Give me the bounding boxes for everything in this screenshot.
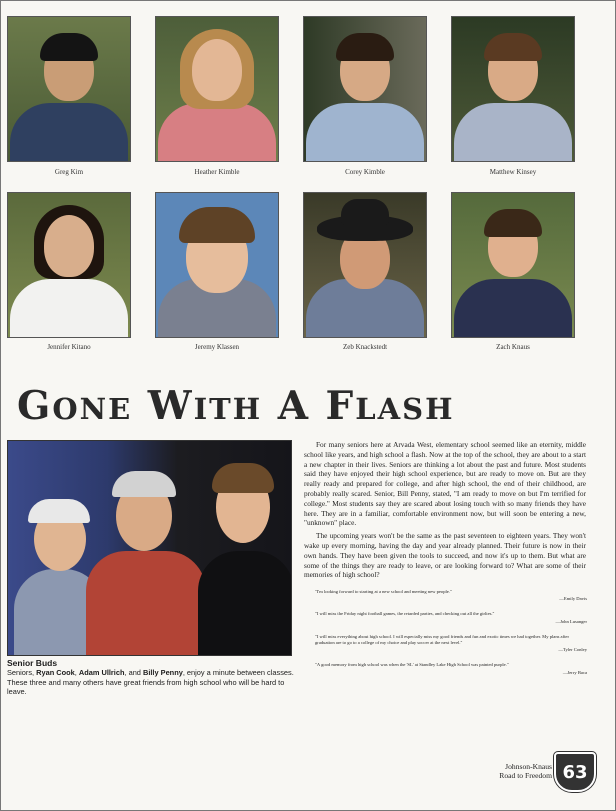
cap-icon bbox=[112, 471, 176, 497]
headline-initial: F bbox=[325, 383, 356, 429]
portrait-photo bbox=[451, 192, 575, 338]
article-body bbox=[304, 440, 586, 580]
quote-item bbox=[315, 589, 587, 602]
page-footer bbox=[486, 762, 552, 780]
portrait-photo bbox=[303, 16, 427, 162]
caption-name: Ryan Cook bbox=[36, 668, 75, 677]
portrait-head bbox=[192, 39, 242, 101]
caption-text: Seniors, bbox=[7, 668, 37, 677]
portrait-body bbox=[158, 103, 276, 162]
quote-item bbox=[315, 611, 587, 624]
portrait-photo bbox=[155, 16, 279, 162]
portrait-body bbox=[454, 103, 572, 162]
headline-initial: W bbox=[147, 383, 194, 429]
portrait-caption: Greg Kim bbox=[54, 168, 84, 176]
portrait-hair bbox=[484, 209, 542, 237]
footer-line: Road to Freedom bbox=[499, 771, 552, 780]
page-headline bbox=[17, 383, 607, 429]
caption-text: , and bbox=[124, 668, 143, 677]
quote-item bbox=[315, 662, 587, 675]
quote-text: "I'm looking forward to starting at a new school and meeting new people." bbox=[315, 589, 452, 594]
footer-line: Johnson-Knaus bbox=[505, 762, 552, 771]
cap-icon bbox=[28, 499, 90, 523]
quotes-list bbox=[315, 589, 587, 685]
headline-initial: G bbox=[17, 383, 53, 429]
portrait-hair bbox=[484, 33, 542, 61]
portrait-head bbox=[44, 215, 94, 277]
portrait-photo bbox=[7, 192, 131, 338]
portrait-caption: Matthew Kinsey bbox=[489, 168, 537, 176]
portrait-caption: Zach Knaus bbox=[496, 343, 530, 351]
portrait-photo bbox=[451, 16, 575, 162]
portrait-caption: Jennifer Kitano bbox=[47, 343, 91, 351]
headline-word: ITH bbox=[193, 392, 263, 426]
portrait-hair bbox=[40, 33, 98, 61]
quote-text: "A good memory from high school was when the 'SL' at Standley Lake High School was painted purple." bbox=[315, 662, 509, 668]
article-paragraph: For many seniors here at Arvada West, elementary school seemed like an eternity, middle school like years, and high school a flash. Now at the top of the school, they are about to a start a new chapter in their lives. Seniors are thinking a lot about the past and future. Most students said they have enjoyed their high school experience, but are ready to move on. But are they really ready and prepared for college, and after high school, the end of their childhood, are probably really scared. Senior, Bill Penny, stated, "I am ready to move on but I'm terrified for college." Most students say they are scared about losing touch with so many friends they have here. They are in a familiar, comfortable environment now, but will soon be entering a new, "unknown" place. bbox=[304, 440, 586, 528]
article-paragraph: The upcoming years won't be the same as the past seventeen to eighteen years. They won't wake up every morning, having the day and year already planned. Their future is now in their own hands. They have been given the tools to succeed, and now it's up to them. But what are some of the things they are ready to leave, or are looking forward to? What are some of their memories of high school? bbox=[304, 531, 586, 580]
portrait-body bbox=[454, 279, 572, 338]
person-hair bbox=[212, 463, 274, 493]
portrait-caption: Corey Kimble bbox=[345, 168, 385, 176]
caption-name: Adam Ullrich bbox=[78, 668, 125, 677]
photo-caption-title: Senior Buds bbox=[7, 658, 58, 668]
caption-text: , enjoy a minute between classes. These three and many others have great friends from high school who will be hard to leave. bbox=[7, 668, 294, 697]
portrait-caption: Zeb Knackstedt bbox=[342, 343, 388, 351]
portrait-photo bbox=[155, 192, 279, 338]
headline-initial: A bbox=[277, 383, 310, 429]
caption-name: Billy Penny bbox=[142, 668, 183, 677]
quote-author: —John Lusanger bbox=[555, 618, 587, 624]
page-number-shield-icon: 63 bbox=[554, 752, 596, 792]
quote-author: —Tyler Conley bbox=[558, 647, 587, 653]
headline-word: ONE bbox=[52, 392, 133, 426]
caption-text: , bbox=[74, 668, 79, 677]
portrait-caption: Heather Kimble bbox=[194, 168, 240, 176]
portrait-photo bbox=[303, 192, 427, 338]
portrait-hair bbox=[179, 207, 255, 243]
quote-text: "I will miss everything about high school. I will especially miss my good friends and fun and exotic times we had together. My plans after graduation are to go to a college of my choice and play soccer at the next level." bbox=[315, 633, 569, 646]
quote-text: "I will miss the Friday night football games, the retarded parties, and checking out all the girlies." bbox=[315, 611, 495, 617]
group-photo bbox=[7, 440, 292, 656]
portrait-caption: Jeremy Klassen bbox=[194, 343, 240, 351]
photo-caption bbox=[7, 668, 295, 697]
portrait-hair bbox=[336, 33, 394, 61]
portrait-photo bbox=[7, 16, 131, 162]
headline-word: LASH bbox=[355, 392, 455, 426]
person-torso bbox=[198, 551, 292, 656]
person-torso bbox=[86, 551, 206, 656]
quote-author: —Jerry Baca bbox=[562, 669, 587, 675]
portrait-body bbox=[10, 103, 128, 162]
quote-item bbox=[315, 634, 587, 654]
cowboy-hat-crown bbox=[341, 199, 389, 225]
quote-author: —Emily Davis bbox=[559, 596, 587, 602]
portrait-body bbox=[10, 279, 128, 338]
portrait-body bbox=[306, 103, 424, 162]
